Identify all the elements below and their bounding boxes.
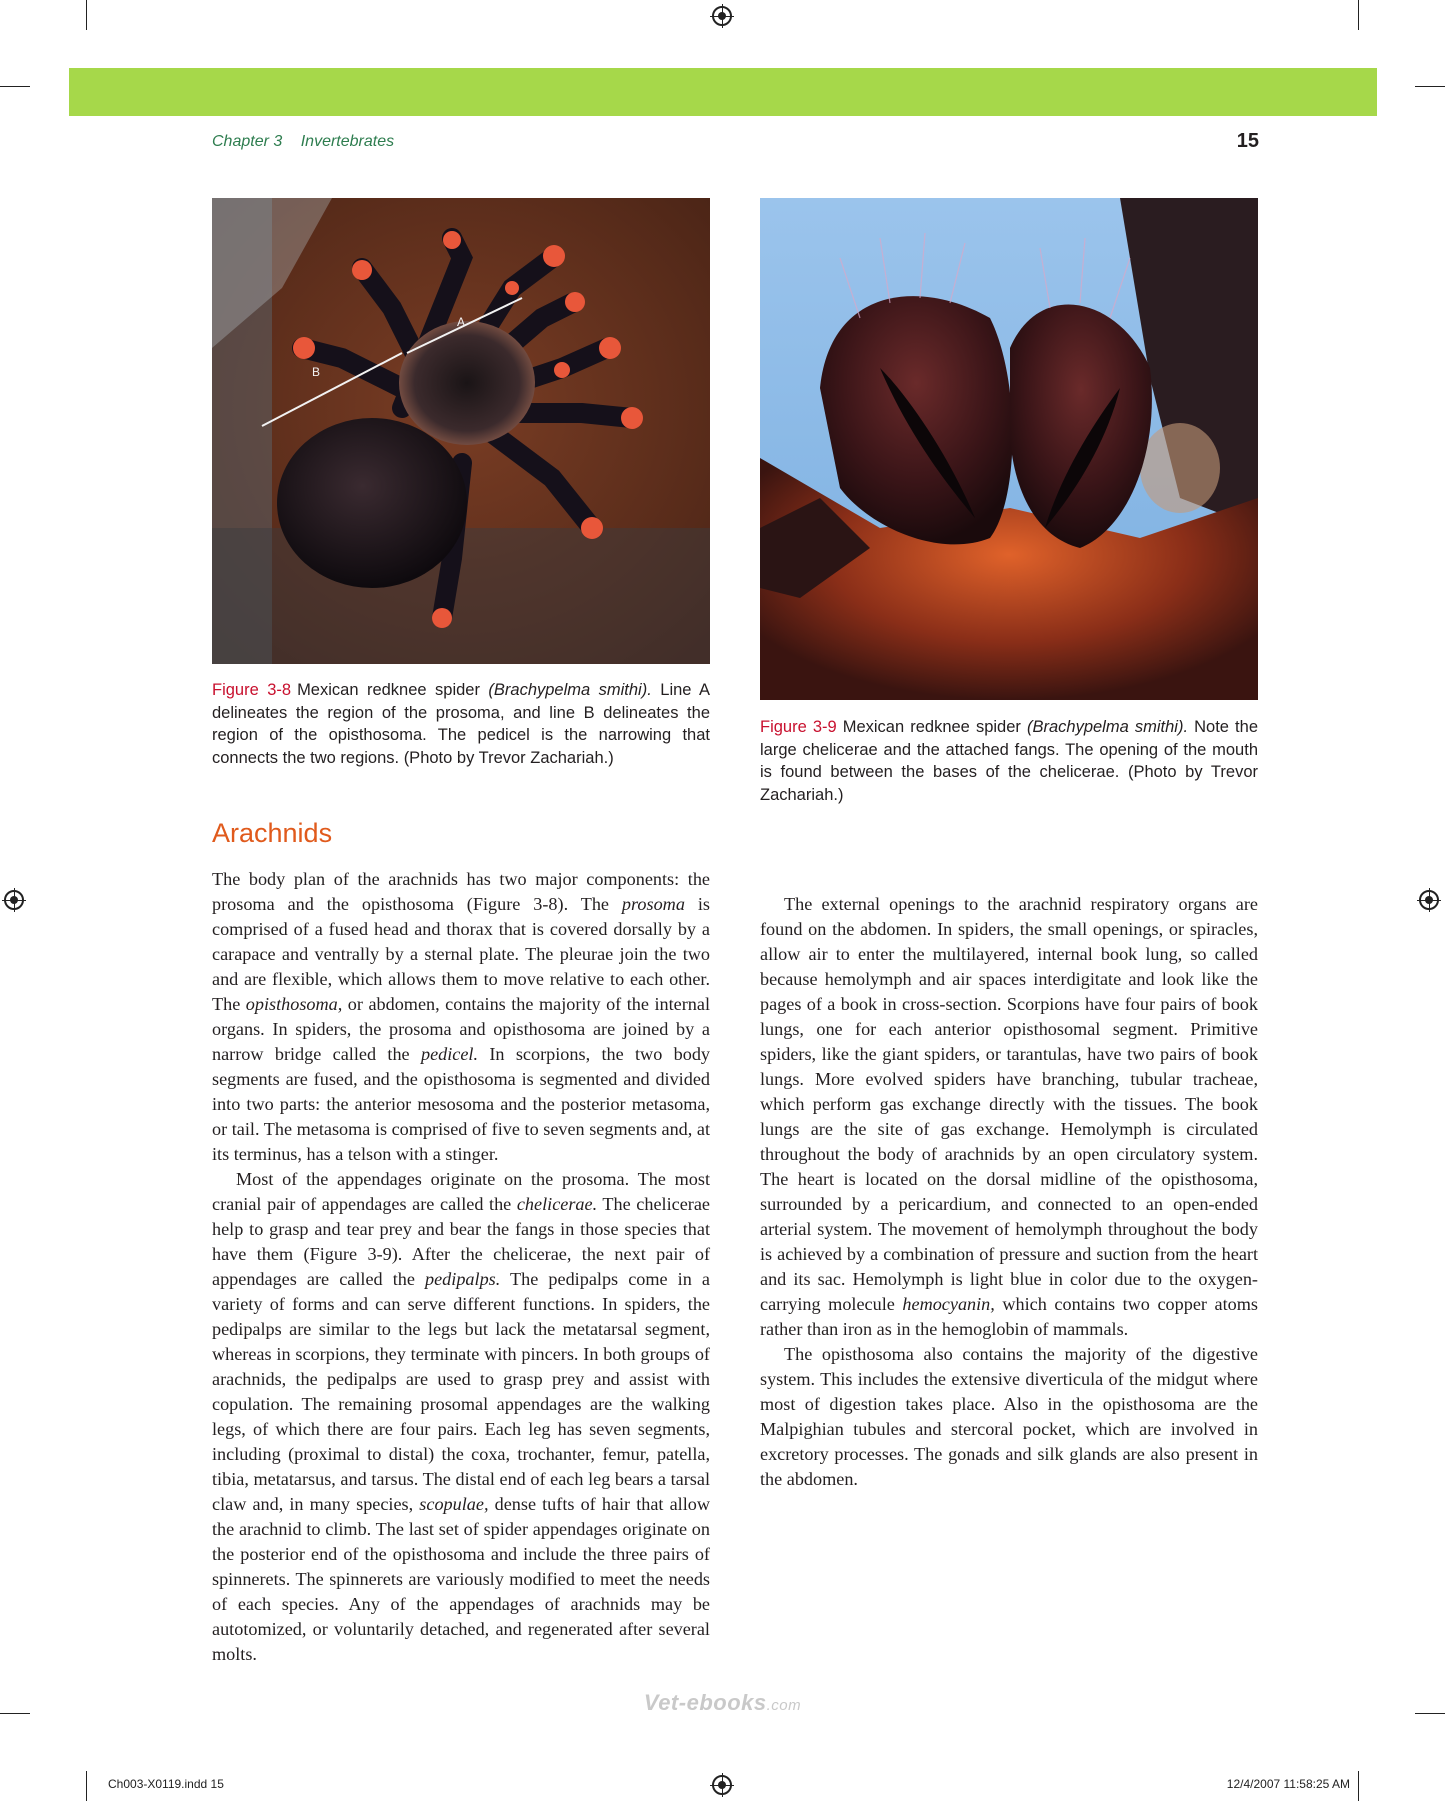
italic-term: pedicel. <box>420 1044 479 1064</box>
registration-mark-icon <box>1419 890 1439 910</box>
italic-term: pedipalps. <box>425 1269 501 1289</box>
chapter-number: Chapter 3 <box>212 133 283 150</box>
crop-mark <box>1358 1771 1359 1801</box>
figure-caption <box>760 716 1258 806</box>
crop-mark <box>1358 0 1359 30</box>
italic-term: hemocyanin, <box>902 1294 995 1314</box>
file-slug: Ch003-X0119.indd 15 <box>108 1777 224 1791</box>
body-text: or abdomen, contains the majority of the internal organs. In spiders, the prosoma and opisthosoma are joined by a narrow bridge called the <box>212 994 711 1064</box>
figure-label: Figure 3-8 <box>212 681 292 699</box>
body-text: is comprised of a fused head and thorax that is covered dorsally by a carapace and ventrally by a sternal plate. The pleurae join the two and are flexible, which allows them to move relative to each other. The <box>212 894 710 1014</box>
italic-term: scopulae, <box>419 1494 489 1514</box>
chapter-title: Invertebrates <box>300 133 395 150</box>
caption-text: Note the large chelicerae and the attached fangs. The opening of the mouth is found between the bases of the chelicerae. (Photo by Trevor Zachariah.) <box>760 718 1258 804</box>
section-heading: Arachnids <box>212 818 333 848</box>
body-column-right <box>760 892 1258 1492</box>
caption-species: (Brachypelma smithi). <box>1026 718 1189 736</box>
crop-mark <box>86 1771 87 1801</box>
body-text: The body plan of the arachnids has two major components: the prosoma and the opisthosoma (Figure 3-8). The <box>212 869 710 914</box>
paragraph <box>212 867 710 1167</box>
body-text: In scorpions, the two body segments are fused, and the opisthosoma is segmented and divided into two parts: the anterior mesosoma and the posterior metasoma, or tail. The metasoma is comprised of five to seven segments and, at its terminus, has a telson with a stinger. <box>212 1044 711 1164</box>
registration-mark-icon <box>712 6 732 26</box>
body-column-left <box>212 867 710 1667</box>
crop-mark <box>86 0 87 30</box>
page-number: 15 <box>1236 130 1259 152</box>
crop-mark <box>1415 86 1445 87</box>
registration-mark-icon <box>712 1775 732 1795</box>
running-head <box>212 133 408 151</box>
paragraph: The opisthosoma also contains the majority of the digestive system. This includes the extensive diverticula of the midgut where most of digestion takes place. Also in the opisthosoma are the Malpighian tubules and stercoral pocket, which are involved in excretory processes. The gonads and silk glands are also present in the abdomen. <box>760 1344 1258 1489</box>
tarantula-dorsal-photo <box>212 198 710 664</box>
body-text: The external openings to the arachnid respiratory organs are found on the abdomen. In spiders, the small openings, or spiracles, allow air to enter the multilayered, internal book lung, so called because hemolymph and air spaces interdigitate and look like the pages of a book in cross-section. Scorpions have four pairs of book lungs, one for each anterior opisthosomal segment. Primitive spiders, like the giant spiders, or tarantulas, have two pairs of book lungs. More evolved spiders have branching, tubular tracheae, which perform gas exchange directly with the tissues. The book lungs are the site of gas exchange. Hemolymph is circulated throughout the body of arachnids by an open circulatory system. The heart is located on the dorsal midline of the opisthosoma, surrounded by a pericardium, and connected to an open-ended arterial system. The movement of hemolymph throughout the body is achieved by a combination of pressure and suction from the heart and its sac. Hemolymph is light blue in color due to the oxygen-carrying molecule <box>760 894 1258 1314</box>
registration-mark-icon <box>4 890 24 910</box>
body-text: Most of the appendages originate on the prosoma. The most cranial pair of appendages are called the <box>212 1169 710 1214</box>
watermark-text: Vet-ebooks <box>643 1690 767 1715</box>
crop-mark <box>0 86 30 87</box>
italic-term: opisthosoma, <box>245 994 343 1014</box>
photo-label-b: B <box>312 365 321 379</box>
italic-term: prosoma <box>621 894 685 914</box>
italic-term: chelicerae. <box>516 1194 598 1214</box>
watermark-suffix: .com <box>766 1697 802 1714</box>
body-text: which contains two copper atoms rather than iron as in the hemoglobin of mammals. <box>760 1294 1258 1339</box>
caption-species: (Brachypelma smithi). <box>488 681 652 699</box>
figure-label: Figure 3-9 <box>760 718 837 736</box>
paragraph <box>212 1167 710 1667</box>
body-text: The chelicerae help to grasp and tear prey and bear the fangs in those species that have them (Figure 3-9). After the chelicerae, the next pair of appendages are called the <box>212 1194 711 1289</box>
watermark <box>0 1690 1445 1716</box>
caption-text: Line A delineates the region of the prosoma, and line B delineates the region of the opisthosoma. The pedicel is the narrowing that connects the two regions. (Photo by Trevor Zachariah.) <box>212 681 710 767</box>
caption-text: Mexican redknee spider <box>297 681 480 699</box>
timestamp-slug: 12/4/2007 11:58:25 AM <box>1226 1777 1350 1791</box>
header-band <box>69 68 1377 116</box>
paragraph <box>760 892 1258 1342</box>
body-text: The pedipalps come in a variety of forms and can serve different functions. In spiders, the pedipalps are similar to the legs but lack the metatarsal segment, whereas in scorpions, they terminate with pincers. In both groups of arachnids, the pedipalps are used to grasp prey and assist with copulation. The remaining prosomal appendages are the walking legs, of which there are four pairs. Each leg has seven segments, including (proximal to distal) the coxa, trochanter, femur, patella, tibia, metatarsus, and tarsus. The distal end of each leg bears a tarsal claw and, in many species, <box>212 1269 710 1514</box>
body-text: dense tufts of hair that allow the arachnid to climb. The last set of spider appendages originate on the posterior end of the opisthosoma and include the three pairs of spinnerets. The spinnerets are variously modified to meet the needs of each species. Any of the appendages of arachnids may be autotomized, or voluntarily detached, and regenerated after several molts. <box>212 1494 710 1664</box>
figure-caption <box>212 679 710 769</box>
caption-text: Mexican redknee spider <box>842 718 1021 736</box>
tarantula-chelicerae-photo <box>760 198 1258 700</box>
photo-label-a: A <box>457 315 466 329</box>
